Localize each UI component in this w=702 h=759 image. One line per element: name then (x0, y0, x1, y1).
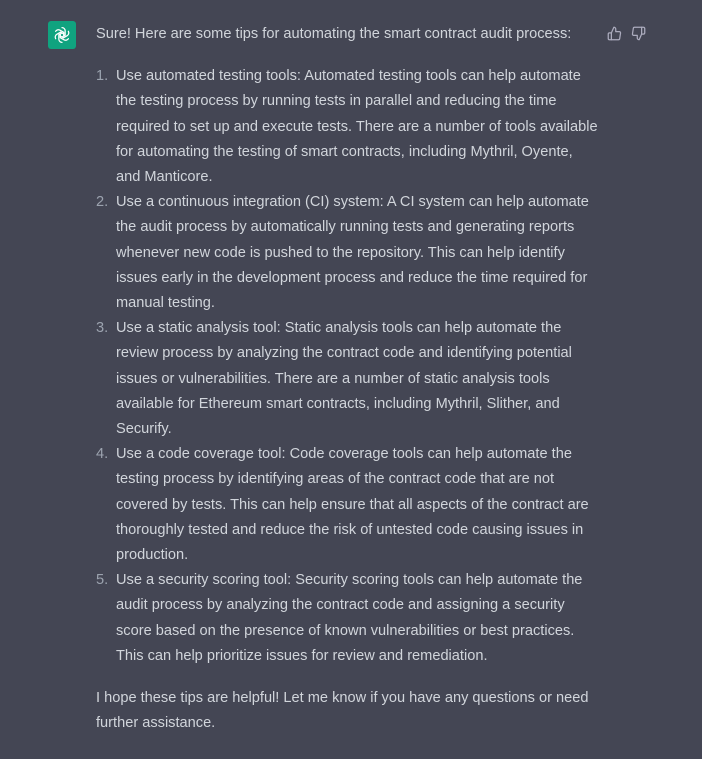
list-item (96, 568, 601, 669)
message-content (96, 22, 601, 736)
list-item-text: Use a continuous integration (CI) system: A CI system can help automate the audit process by automatically running tests and generating reports whenever new code is pushed to the repository. This can help identify issues early in the development process and reduce the time required for manual testing. (116, 194, 589, 312)
list-item-number: 2. (96, 194, 109, 211)
tips-list (96, 64, 601, 669)
list-item-text: Use automated testing tools: Automated testing tools can help automate the testing process by running tests in parallel and reducing the time required to set up and execute tests. There are a number of tools available for automating the testing of smart contracts, including Mythril, Oyente, and Manticore. (116, 68, 598, 186)
thumbs-down-button[interactable] (628, 23, 648, 43)
thumbs-down-icon (631, 26, 646, 41)
list-item (96, 316, 601, 442)
thumbs-up-icon (607, 26, 622, 41)
list-item-number: 1. (96, 68, 109, 85)
list-item-text: Use a code coverage tool: Code coverage tools can help automate the testing process by identifying areas of the contract code that are not covered by tests. This can help ensure that all aspects of the contract are thoroughly tested and reduce the risk of untested code causing issues in production. (116, 446, 589, 564)
message-outro: I hope these tips are helpful! Let me know if you have any questions or need further assistance. (96, 690, 589, 732)
list-item (96, 190, 601, 316)
openai-logo-icon (52, 25, 72, 45)
list-item-text: Use a security scoring tool: Security scoring tools can help automate the audit process by analyzing the contract code and assigning a security score based on the presence of known vulnerabilities or best practices. This can help prioritize issues for review and remediation. (116, 572, 583, 664)
message-intro: Sure! Here are some tips for automating the smart contract audit process: (96, 26, 572, 42)
thumbs-up-button[interactable] (604, 23, 624, 43)
feedback-actions (604, 23, 648, 43)
list-item-number: 5. (96, 572, 109, 589)
list-item-number: 4. (96, 446, 109, 463)
list-item (96, 442, 601, 568)
list-item-text: Use a static analysis tool: Static analysis tools can help automate the review process by analyzing the contract code and identifying potential issues or vulnerabilities. There are a number of static analysis tools available for Ethereum smart contracts, including Mythril, Slither, and Securify. (116, 320, 572, 438)
list-item (96, 64, 601, 190)
list-item-number: 3. (96, 320, 109, 337)
assistant-avatar (48, 21, 76, 49)
